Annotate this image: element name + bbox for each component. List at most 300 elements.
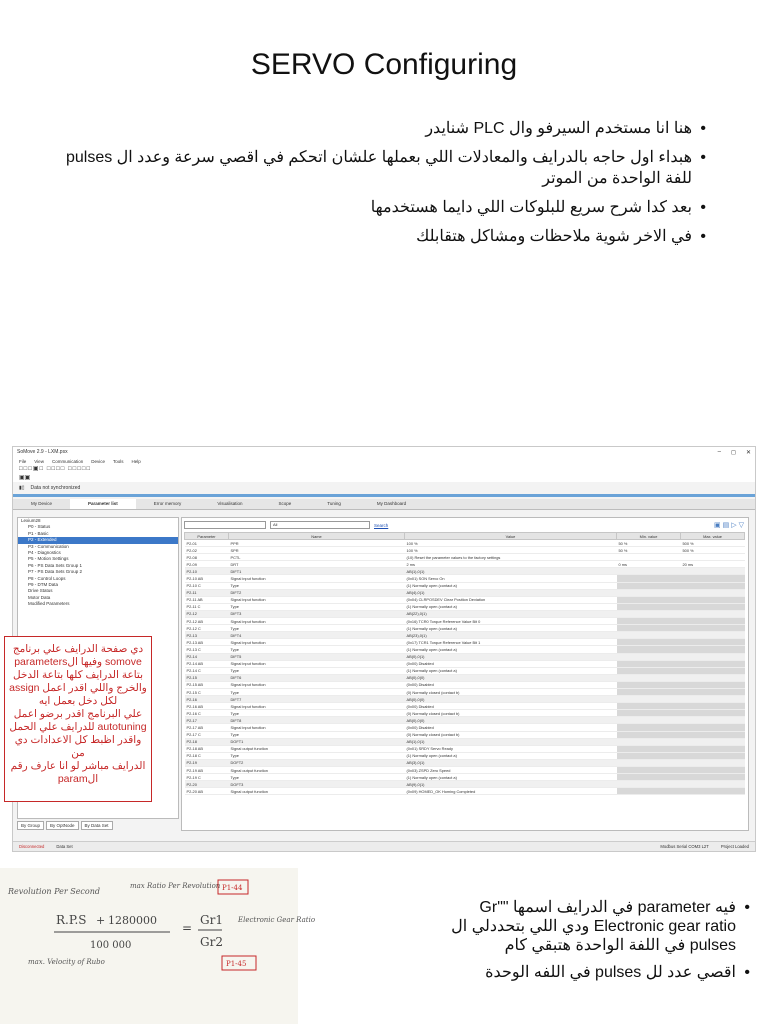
min-value-cell (617, 738, 681, 745)
param-value-cell[interactable]: (0x00) Disabled (405, 660, 617, 667)
max-value-cell (681, 589, 745, 596)
param-id-cell: P2-20 (185, 781, 229, 788)
tree-item[interactable]: P1 - Basic (28, 530, 49, 536)
tab-my-device[interactable]: My Device (31, 501, 53, 506)
min-value-cell: 50 % (617, 540, 681, 547)
table-row[interactable] (185, 752, 745, 759)
param-id-cell: P2-11 AB (185, 596, 229, 603)
param-id-cell: P2-16 AB (185, 703, 229, 710)
param-value-cell[interactable]: (0) Normally closed (contact b) (405, 688, 617, 695)
data-set-label: Data Set (56, 844, 73, 849)
sketch-label: Gr1 (200, 913, 223, 927)
param-value-cell[interactable]: (1) Normally open (contact a) (405, 752, 617, 759)
sketch-label: 1280000 (108, 914, 157, 927)
table-row[interactable] (185, 540, 745, 547)
bullet-item: • هنا انا مستخدم السيرفو وال PLC شنايدر (46, 118, 706, 139)
param-name-cell: Signal input function (229, 618, 405, 625)
param-value-cell[interactable]: AB(22),0(1) (405, 610, 617, 617)
bullet-item: • في الاخر شوية ملاحظات ومشاكل هتقابلك (46, 226, 706, 247)
param-name-cell: Signal input function (229, 575, 405, 582)
minimize-icon[interactable]: – (717, 449, 721, 455)
tree-item-selected[interactable]: P2 - Extended (18, 537, 178, 543)
note-line: بتاعة الدرايف كلها بتاعة الدخل (12, 669, 144, 681)
min-value-cell (617, 681, 681, 688)
table-row[interactable] (185, 703, 745, 710)
param-name-cell: Signal input function (229, 724, 405, 731)
bullet-item: • اقصي عدد لل pulses في اللفه الوحدة (415, 963, 750, 982)
param-value-cell[interactable]: AB(4),0(1) (405, 589, 617, 596)
column-header[interactable]: Min. value (617, 533, 681, 540)
min-value-cell (617, 774, 681, 781)
max-value-cell (681, 660, 745, 667)
min-value-cell (617, 575, 681, 582)
table-row[interactable] (185, 681, 745, 688)
param-id-cell: P2-13 C (185, 646, 229, 653)
param-id-cell: P2-12 C (185, 625, 229, 632)
note-line: واقدر اظبط كل الاعدادات دي من (14, 734, 142, 759)
max-value-cell: 20 ms (681, 561, 745, 568)
max-value-cell (681, 681, 745, 688)
param-value-cell[interactable]: (1) Normally open (contact a) (405, 774, 617, 781)
param-name-cell: DOFT3 (229, 781, 405, 788)
param-name-cell: Signal input function (229, 639, 405, 646)
app-titlebar (13, 447, 755, 457)
param-value-cell[interactable]: 100 % (405, 540, 617, 547)
note-line: somove وفيها الparameters (14, 656, 142, 668)
sketch-label: Electronic Gear Ratio (238, 916, 316, 924)
table-row[interactable] (185, 575, 745, 582)
table-row[interactable] (185, 646, 745, 653)
min-value-cell (617, 688, 681, 695)
param-name-cell: Type (229, 710, 405, 717)
column-header[interactable]: Max. value (681, 533, 745, 540)
menu-tools[interactable]: Tools (112, 458, 124, 464)
max-value-cell (681, 582, 745, 589)
param-name-cell: Signal input function (229, 596, 405, 603)
param-name-cell: DIFT6 (229, 674, 405, 681)
max-value-cell (681, 738, 745, 745)
app-status-bar (13, 841, 755, 851)
bullet-item: • بعد كدا شرح سريع للبلوكات اللي دايما هستخدمها (46, 197, 706, 218)
table-row[interactable] (185, 667, 745, 674)
param-name-cell: Signal output function (229, 788, 405, 795)
param-id-cell: P2-09 (185, 561, 229, 568)
table-row[interactable] (185, 625, 745, 632)
table-row[interactable] (185, 688, 745, 695)
menu-communication[interactable]: Communication (51, 458, 84, 464)
max-value-cell (681, 717, 745, 724)
table-header (185, 533, 745, 540)
filter-select[interactable]: All (270, 521, 370, 529)
min-value-cell (617, 696, 681, 703)
min-value-cell (617, 589, 681, 596)
min-value-cell (617, 724, 681, 731)
max-value-cell (681, 752, 745, 759)
max-value-cell (681, 653, 745, 660)
tree-tab-bar (17, 821, 113, 830)
table-row[interactable] (185, 632, 745, 639)
param-name-cell: Type (229, 646, 405, 653)
param-name-cell: Type (229, 731, 405, 738)
min-value-cell (617, 759, 681, 766)
menu-view[interactable]: View (34, 458, 44, 464)
param-value-cell[interactable]: (1) Normally open (contact a) (405, 646, 617, 653)
min-value-cell (617, 653, 681, 660)
min-value-cell (617, 710, 681, 717)
sketch-label: Revolution Per Second (8, 887, 100, 896)
param-value-cell[interactable]: 100 % (405, 547, 617, 554)
param-id-cell: P2-12 AB (185, 618, 229, 625)
max-value-cell (681, 646, 745, 653)
max-value-cell (681, 788, 745, 795)
max-value-cell (681, 618, 745, 625)
menu-device[interactable]: Device (91, 458, 105, 464)
min-value-cell (617, 781, 681, 788)
min-value-cell (617, 603, 681, 610)
param-value-cell[interactable]: AB(0),0(0) (405, 717, 617, 724)
param-value-cell[interactable]: (0x17) TCR1 Torque Reference Value Bit 1 (405, 639, 617, 646)
param-value-cell[interactable]: (0x01) SON Servo On (405, 575, 617, 582)
max-value-cell (681, 596, 745, 603)
parameter-table-body (185, 540, 745, 795)
annotation-box (4, 636, 152, 802)
column-header[interactable]: Value (405, 533, 617, 540)
param-name-cell: DIFT4 (229, 632, 405, 639)
param-name-cell: Type (229, 774, 405, 781)
table-row[interactable] (185, 639, 745, 646)
note-line: والخرج واللي اقدر اعمل assign (9, 682, 147, 694)
param-value-cell[interactable]: AB(3),0(1) (405, 759, 617, 766)
param-name-cell: Signal input function (229, 660, 405, 667)
param-value-cell[interactable]: (1) Normally open (contact a) (405, 667, 617, 674)
max-value-cell (681, 696, 745, 703)
param-name-cell: DIFT2 (229, 589, 405, 596)
sketch-label: R.P.S (56, 913, 87, 927)
max-value-cell (681, 610, 745, 617)
min-value-cell (617, 731, 681, 738)
sketch-drawing (0, 868, 316, 1024)
param-name-cell: DIFT1 (229, 568, 405, 575)
max-value-cell (681, 703, 745, 710)
param-value-cell[interactable]: AB(23),0(1) (405, 632, 617, 639)
min-value-cell (617, 632, 681, 639)
sketch-label: + (96, 914, 106, 927)
min-value-cell (617, 596, 681, 603)
parameter-table (184, 532, 745, 795)
search-link[interactable]: Search (374, 522, 389, 528)
table-row[interactable] (185, 596, 745, 603)
min-value-cell (617, 717, 681, 724)
table-row[interactable] (185, 781, 745, 788)
min-value-cell (617, 625, 681, 632)
maximize-icon[interactable]: ◻ (730, 449, 736, 456)
sync-status: Data not synchronized (30, 485, 81, 491)
note-line: علي البرنامج اقدر برضو اعمل (13, 708, 143, 720)
table-row[interactable] (185, 568, 745, 575)
param-name-cell: DIFT7 (229, 696, 405, 703)
parameter-grid (181, 517, 749, 831)
param-id-cell: P2-19 AB (185, 767, 229, 774)
param-value-cell[interactable]: AB(9),0(1) (405, 781, 617, 788)
comm-status: Modbus Serial COM3 L2T (660, 844, 709, 849)
param-id-cell: P2-13 AB (185, 639, 229, 646)
tree-item[interactable]: Drive Status (28, 588, 53, 594)
table-row[interactable] (185, 788, 745, 795)
param-value-cell[interactable]: AB(0),0(0) (405, 696, 617, 703)
tree-item[interactable]: P5 - Motion Settings (28, 556, 69, 562)
tab-visualisation[interactable]: Visualisation (217, 501, 243, 506)
param-id-cell: P2-13 (185, 632, 229, 639)
param-name-cell: DOFT1 (229, 738, 405, 745)
bullet-item: • فيه parameter في الدرايف اسمها "Gr" Electronic gear ratio ودي اللي بتحددلي ال pulses في اللفة الواحدة هتبقي كام (415, 898, 750, 955)
min-value-cell (617, 674, 681, 681)
table-row[interactable] (185, 774, 745, 781)
param-value-cell[interactable]: (1) Normally open (contact a) (405, 625, 617, 632)
param-id-cell: P2-10 C (185, 582, 229, 589)
tree-item[interactable]: Modified Parameters (28, 601, 70, 607)
tab-bar (13, 499, 755, 510)
tab-error-memory[interactable]: Error memory (153, 501, 182, 506)
max-value-cell (681, 731, 745, 738)
app-title: SoMove 2.9 - LXM.psx (17, 449, 68, 455)
param-name-cell: DIFT8 (229, 717, 405, 724)
param-id-cell: P2-18 (185, 738, 229, 745)
handwritten-formula-sketch (0, 868, 316, 1024)
tree-tab-by-data-set[interactable]: By Data Set (81, 821, 113, 830)
param-id-cell: P2-15 C (185, 688, 229, 695)
max-value-cell: 500 % (681, 540, 745, 547)
param-name-cell: DIFT3 (229, 610, 405, 617)
table-row[interactable] (185, 610, 745, 617)
menu-file[interactable]: File (19, 458, 27, 464)
column-header[interactable]: Name (229, 533, 405, 540)
sketch-label: max. Velocity of Rubo (28, 958, 105, 966)
tree-item[interactable]: P8 - Control Loops (28, 575, 66, 581)
tab-parameter-list[interactable]: Parameter list (70, 499, 136, 509)
min-value-cell (617, 745, 681, 752)
table-row[interactable] (185, 547, 745, 554)
tree-item[interactable]: Motor Data (28, 594, 51, 600)
tab-my-dashboard[interactable]: My Dashboard (376, 501, 407, 506)
param-value-cell[interactable]: (0x01) SRDY Servo Ready (405, 745, 617, 752)
max-value-cell (681, 568, 745, 575)
close-icon[interactable]: ✕ (745, 449, 751, 456)
table-row[interactable] (185, 674, 745, 681)
param-value-cell[interactable]: (0) Normally closed (contact b) (405, 731, 617, 738)
param-name-cell: PPR (229, 540, 405, 547)
table-row[interactable] (185, 582, 745, 589)
sketch-label: 100 000 (90, 940, 132, 951)
param-id-cell: P2-16 (185, 696, 229, 703)
param-value-cell[interactable]: AB(1),0(1) (405, 738, 617, 745)
table-row[interactable] (185, 745, 745, 752)
param-value-cell[interactable]: (0x00) Disabled (405, 724, 617, 731)
max-value-cell (681, 667, 745, 674)
grid-view-icons[interactable]: ▣▤▷▽ (714, 522, 746, 529)
sync-status-row (13, 482, 755, 494)
tree-item[interactable]: P4 - Diagnostics (28, 550, 61, 556)
menu-bar (13, 457, 755, 465)
param-id-cell: P2-14 (185, 653, 229, 660)
param-value-cell[interactable]: (0x00) Disabled (405, 681, 617, 688)
param-id-cell: P2-11 (185, 589, 229, 596)
param-id-cell: P2-20 AB (185, 788, 229, 795)
menu-help[interactable]: Help (131, 458, 141, 464)
param-id-cell: P2-14 AB (185, 660, 229, 667)
min-value-cell (617, 639, 681, 646)
param-name-cell: DIFT5 (229, 653, 405, 660)
param-name-cell: DOFT2 (229, 759, 405, 766)
min-value-cell (617, 582, 681, 589)
param-id-cell: P2-15 (185, 674, 229, 681)
param-value-cell[interactable]: 2 ms (405, 561, 617, 568)
param-name-cell: Signal output function (229, 767, 405, 774)
sketch-label: max Ratio Per Revolution (130, 882, 221, 890)
param-id-cell: P2-10 (185, 568, 229, 575)
tree-item[interactable]: P0 - Status (28, 524, 51, 530)
param-id-cell: P2-18 AB (185, 745, 229, 752)
param-name-cell: Type (229, 603, 405, 610)
max-value-cell (681, 724, 745, 731)
param-id-cell: P2-08 (185, 554, 229, 561)
param-value-cell[interactable]: (0) Normally closed (contact b) (405, 710, 617, 717)
table-row[interactable] (185, 660, 745, 667)
note-line: الparam (57, 773, 99, 785)
param-name-cell: DRT (229, 561, 405, 568)
tree-tab-by-group[interactable]: By Group (17, 821, 44, 830)
param-name-cell: Type (229, 625, 405, 632)
table-row[interactable] (185, 717, 745, 724)
tree-item[interactable]: P6 - PS Data Sets Group 1 (28, 562, 83, 568)
table-row[interactable] (185, 554, 745, 561)
param-value-cell[interactable]: (0x03) ZSPD Zero Speed (405, 767, 617, 774)
max-value-cell (681, 603, 745, 610)
min-value-cell (617, 554, 681, 561)
note-line: الدرايف مباشر لو انا عارف رقم (10, 760, 146, 772)
tree-item[interactable]: P7 - PS Data Sets Group 2 (28, 569, 83, 575)
max-value-cell (681, 759, 745, 766)
max-value-cell (681, 639, 745, 646)
table-row[interactable] (185, 738, 745, 745)
param-value-cell[interactable]: (0x16) TCR0 Torque Reference Value Bit 0 (405, 618, 617, 625)
param-id-cell: P2-02 (185, 547, 229, 554)
min-value-cell (617, 767, 681, 774)
param-id-cell: P2-18 C (185, 752, 229, 759)
param-value-cell[interactable]: AB(0),0(1) (405, 653, 617, 660)
param-name-cell: Type (229, 582, 405, 589)
note-line: autotuning للدرايف علي الحمل (9, 721, 147, 733)
tab-tuning[interactable]: Tuning (327, 501, 341, 506)
table-row[interactable] (185, 759, 745, 766)
tab-scope[interactable]: Scope (278, 501, 292, 506)
bottom-bullet-list (415, 898, 750, 990)
min-value-cell: 0 ms (617, 561, 681, 568)
param-name-cell: Signal input function (229, 681, 405, 688)
min-value-cell (617, 703, 681, 710)
param-value-cell[interactable]: (0x00) Disabled (405, 703, 617, 710)
max-value-cell (681, 575, 745, 582)
table-row[interactable] (185, 731, 745, 738)
min-value-cell (617, 568, 681, 575)
table-row[interactable] (185, 724, 745, 731)
max-value-cell (681, 781, 745, 788)
sketch-label: Gr2 (200, 935, 223, 949)
max-value-cell (681, 625, 745, 632)
min-value-cell (617, 752, 681, 759)
param-id-cell: P2-17 (185, 717, 229, 724)
max-value-cell (681, 674, 745, 681)
max-value-cell (681, 745, 745, 752)
table-row[interactable] (185, 653, 745, 660)
tree-tab-by-optnode[interactable]: By OptNode (46, 821, 79, 830)
param-id-cell: P2-17 AB (185, 724, 229, 731)
table-row[interactable] (185, 696, 745, 703)
tree-item[interactable]: P9 - DTM Data (28, 582, 59, 588)
param-name-cell: Type (229, 667, 405, 674)
sketch-label: P1-44 (222, 884, 243, 892)
param-id-cell: P2-17 C (185, 731, 229, 738)
table-row[interactable] (185, 603, 745, 610)
table-row[interactable] (185, 589, 745, 596)
param-id-cell: P2-12 (185, 610, 229, 617)
min-value-cell (617, 646, 681, 653)
param-value-cell[interactable]: (10) Reset the parameter values to the factory settings (405, 554, 617, 561)
device-icon: ▮▯ (19, 485, 25, 491)
min-value-cell: 50 % (617, 547, 681, 554)
param-id-cell: P2-10 AB (185, 575, 229, 582)
toolbar-secondary-icons[interactable]: ▣▣ (13, 474, 755, 482)
table-row[interactable] (185, 618, 745, 625)
sketch-label: P1-45 (226, 960, 247, 968)
max-value-cell (681, 632, 745, 639)
param-id-cell: P2-11 C (185, 603, 229, 610)
toolbar-icons[interactable]: □□□▣□ □□□□ □□□□□ (13, 465, 755, 474)
param-name-cell: SPR (229, 547, 405, 554)
tree-item[interactable]: P3 - Communication (28, 543, 69, 549)
max-value-cell (681, 688, 745, 695)
min-value-cell (617, 618, 681, 625)
param-value-cell[interactable]: (1) Normally open (contact a) (405, 603, 617, 610)
note-line: لكل دخل بعمل ايه (38, 695, 118, 707)
table-row[interactable] (185, 561, 745, 568)
param-name-cell: Type (229, 752, 405, 759)
max-value-cell (681, 767, 745, 774)
param-value-cell[interactable]: (0x09) HOMED_OK Homing Completed (405, 788, 617, 795)
min-value-cell (617, 667, 681, 674)
table-row[interactable] (185, 767, 745, 774)
param-id-cell: P2-16 C (185, 710, 229, 717)
param-name-cell: Signal output function (229, 745, 405, 752)
search-input[interactable] (184, 521, 266, 529)
param-id-cell: P2-19 (185, 759, 229, 766)
search-row (182, 518, 748, 532)
slide-title: SERVO Configuring (250, 48, 518, 81)
param-value-cell[interactable]: (1) Normally open (contact a) (405, 582, 617, 589)
param-value-cell[interactable]: AB(0),0(0) (405, 674, 617, 681)
min-value-cell (617, 788, 681, 795)
tree-root[interactable]: Lexium28 (21, 518, 41, 523)
bullet-list (46, 118, 706, 255)
param-value-cell[interactable]: (0x04) CLRPOSDEV Clear Position Deviation (405, 596, 617, 603)
param-id-cell: P2-19 C (185, 774, 229, 781)
note-line: دي صفحة الدرايف علي برنامج (12, 643, 144, 655)
table-row[interactable] (185, 710, 745, 717)
param-id-cell: P2-01 (185, 540, 229, 547)
project-status: Project Loaded (720, 844, 749, 849)
bullet-item: • هبداء اول حاجه بالدرايف والمعادلات اللي بعملها علشان اتحكم في اقصي سرعة وعدد ال pulses للفة الواحدة من الموتر (46, 147, 706, 189)
param-value-cell[interactable]: AB(1),0(1) (405, 568, 617, 575)
column-header[interactable]: Parameter (185, 533, 229, 540)
